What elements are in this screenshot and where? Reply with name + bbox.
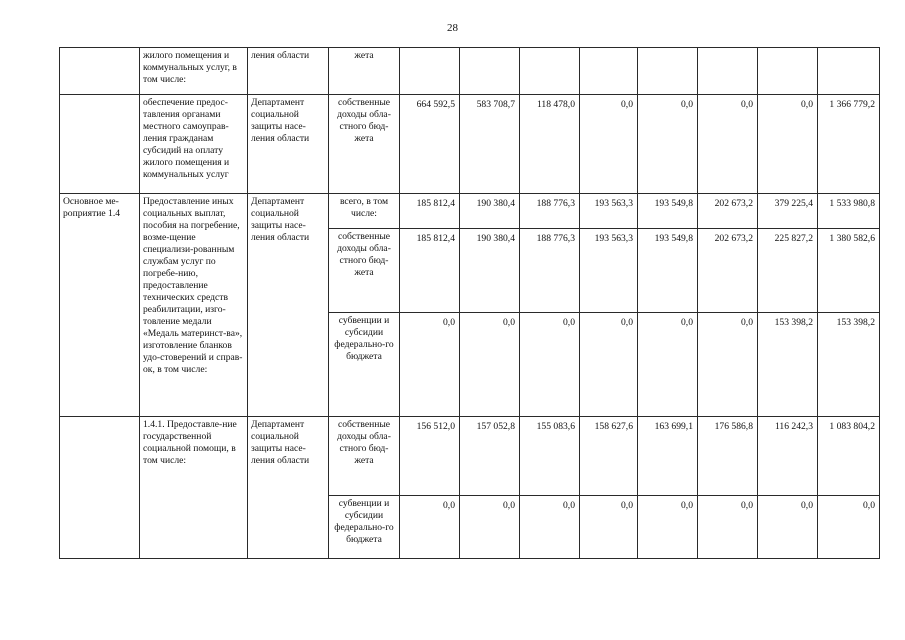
value-cell [400,48,460,95]
value-cell [698,48,758,95]
value-cell: 0,0 [520,313,580,417]
value-cell: 193 549,8 [638,229,698,313]
value-cell: 185 812,4 [400,194,460,229]
value-cell: 193 563,3 [580,194,638,229]
executor-cell: Департамент социальной защиты насе-ления области [248,194,329,417]
executor-cell: Департамент социальной защиты насе-ления области [248,95,329,194]
value-cell: 188 776,3 [520,229,580,313]
value-cell: 0,0 [638,496,698,559]
value-cell: 583 708,7 [460,95,520,194]
value-cell: 176 586,8 [698,417,758,496]
value-cell: 0,0 [758,496,818,559]
description-cell: жилого помещения и коммунальных услуг, в том числе: [140,48,248,95]
description-cell: 1.4.1. Предоставле-ние государственной социальной помощи, в том числе: [140,417,248,559]
funding-source-cell: всего, в том числе: [329,194,400,229]
value-cell [520,48,580,95]
value-cell: 0,0 [580,496,638,559]
value-cell: 190 380,4 [460,194,520,229]
value-cell: 0,0 [698,313,758,417]
value-cell: 225 827,2 [758,229,818,313]
value-cell [638,48,698,95]
value-cell: 0,0 [580,313,638,417]
value-cell: 0,0 [638,95,698,194]
value-cell: 185 812,4 [400,229,460,313]
value-cell: 0,0 [400,313,460,417]
value-cell: 193 563,3 [580,229,638,313]
table-row [60,48,880,95]
value-cell: 0,0 [758,95,818,194]
funding-source-cell: субвенции и субсидии федерально-го бюджета [329,496,400,559]
value-cell: 190 380,4 [460,229,520,313]
funding-source-cell: собственные доходы обла-стного бюд-жета [329,95,400,194]
value-cell [758,48,818,95]
value-cell: 0,0 [400,496,460,559]
value-cell [460,48,520,95]
value-cell: 155 083,6 [520,417,580,496]
funding-source-cell: собственные доходы обла-стного бюд-жета [329,417,400,496]
value-cell: 0,0 [818,496,880,559]
value-cell: 379 225,4 [758,194,818,229]
value-cell: 0,0 [638,313,698,417]
event-cell [60,48,140,95]
value-cell [580,48,638,95]
value-cell: 1 366 779,2 [818,95,880,194]
table-row [60,95,880,194]
value-cell: 157 052,8 [460,417,520,496]
value-cell: 0,0 [698,496,758,559]
funding-source-cell: собственные доходы обла-стного бюд-жета [329,229,400,313]
executor-cell: Департамент социальной защиты насе-ления области [248,417,329,559]
value-cell: 202 673,2 [698,194,758,229]
event-cell [60,417,140,559]
value-cell: 1 533 980,8 [818,194,880,229]
value-cell: 156 512,0 [400,417,460,496]
description-cell: обеспечение предос-тавления органами местного самоуправ-ления гражданам субсидий на оплату жилого помещения и коммунальных услуг [140,95,248,194]
value-cell: 1 380 582,6 [818,229,880,313]
value-cell: 193 549,8 [638,194,698,229]
value-cell: 0,0 [520,496,580,559]
value-cell: 202 673,2 [698,229,758,313]
value-cell: 116 242,3 [758,417,818,496]
event-cell: Основное ме-роприятие 1.4 [60,194,140,417]
value-cell: 0,0 [698,95,758,194]
value-cell [818,48,880,95]
value-cell: 158 627,6 [580,417,638,496]
value-cell: 0,0 [460,313,520,417]
description-cell: Предоставление иных социальных выплат, пособия на погребение, возме-щение специализи-рованным службам услуг по погребе-нию, предоставление технических средств реабилитации, изго-товление медали «Медаль материнст-ва», изготовление бланков удо-стоверений и справ-ок, в том числе: [140,194,248,417]
value-cell: 664 592,5 [400,95,460,194]
page-number: 28 [447,22,458,34]
value-cell: 153 398,2 [758,313,818,417]
value-cell: 1 083 804,2 [818,417,880,496]
value-cell: 0,0 [460,496,520,559]
budget-table [59,47,880,559]
funding-source-cell: жета [329,48,400,95]
table-row [60,194,880,229]
event-cell [60,95,140,194]
value-cell: 188 776,3 [520,194,580,229]
value-cell: 0,0 [580,95,638,194]
table-row [60,417,880,496]
value-cell: 118 478,0 [520,95,580,194]
executor-cell: ления области [248,48,329,95]
value-cell: 153 398,2 [818,313,880,417]
funding-source-cell: субвенции и субсидии федерально-го бюджета [329,313,400,417]
value-cell: 163 699,1 [638,417,698,496]
